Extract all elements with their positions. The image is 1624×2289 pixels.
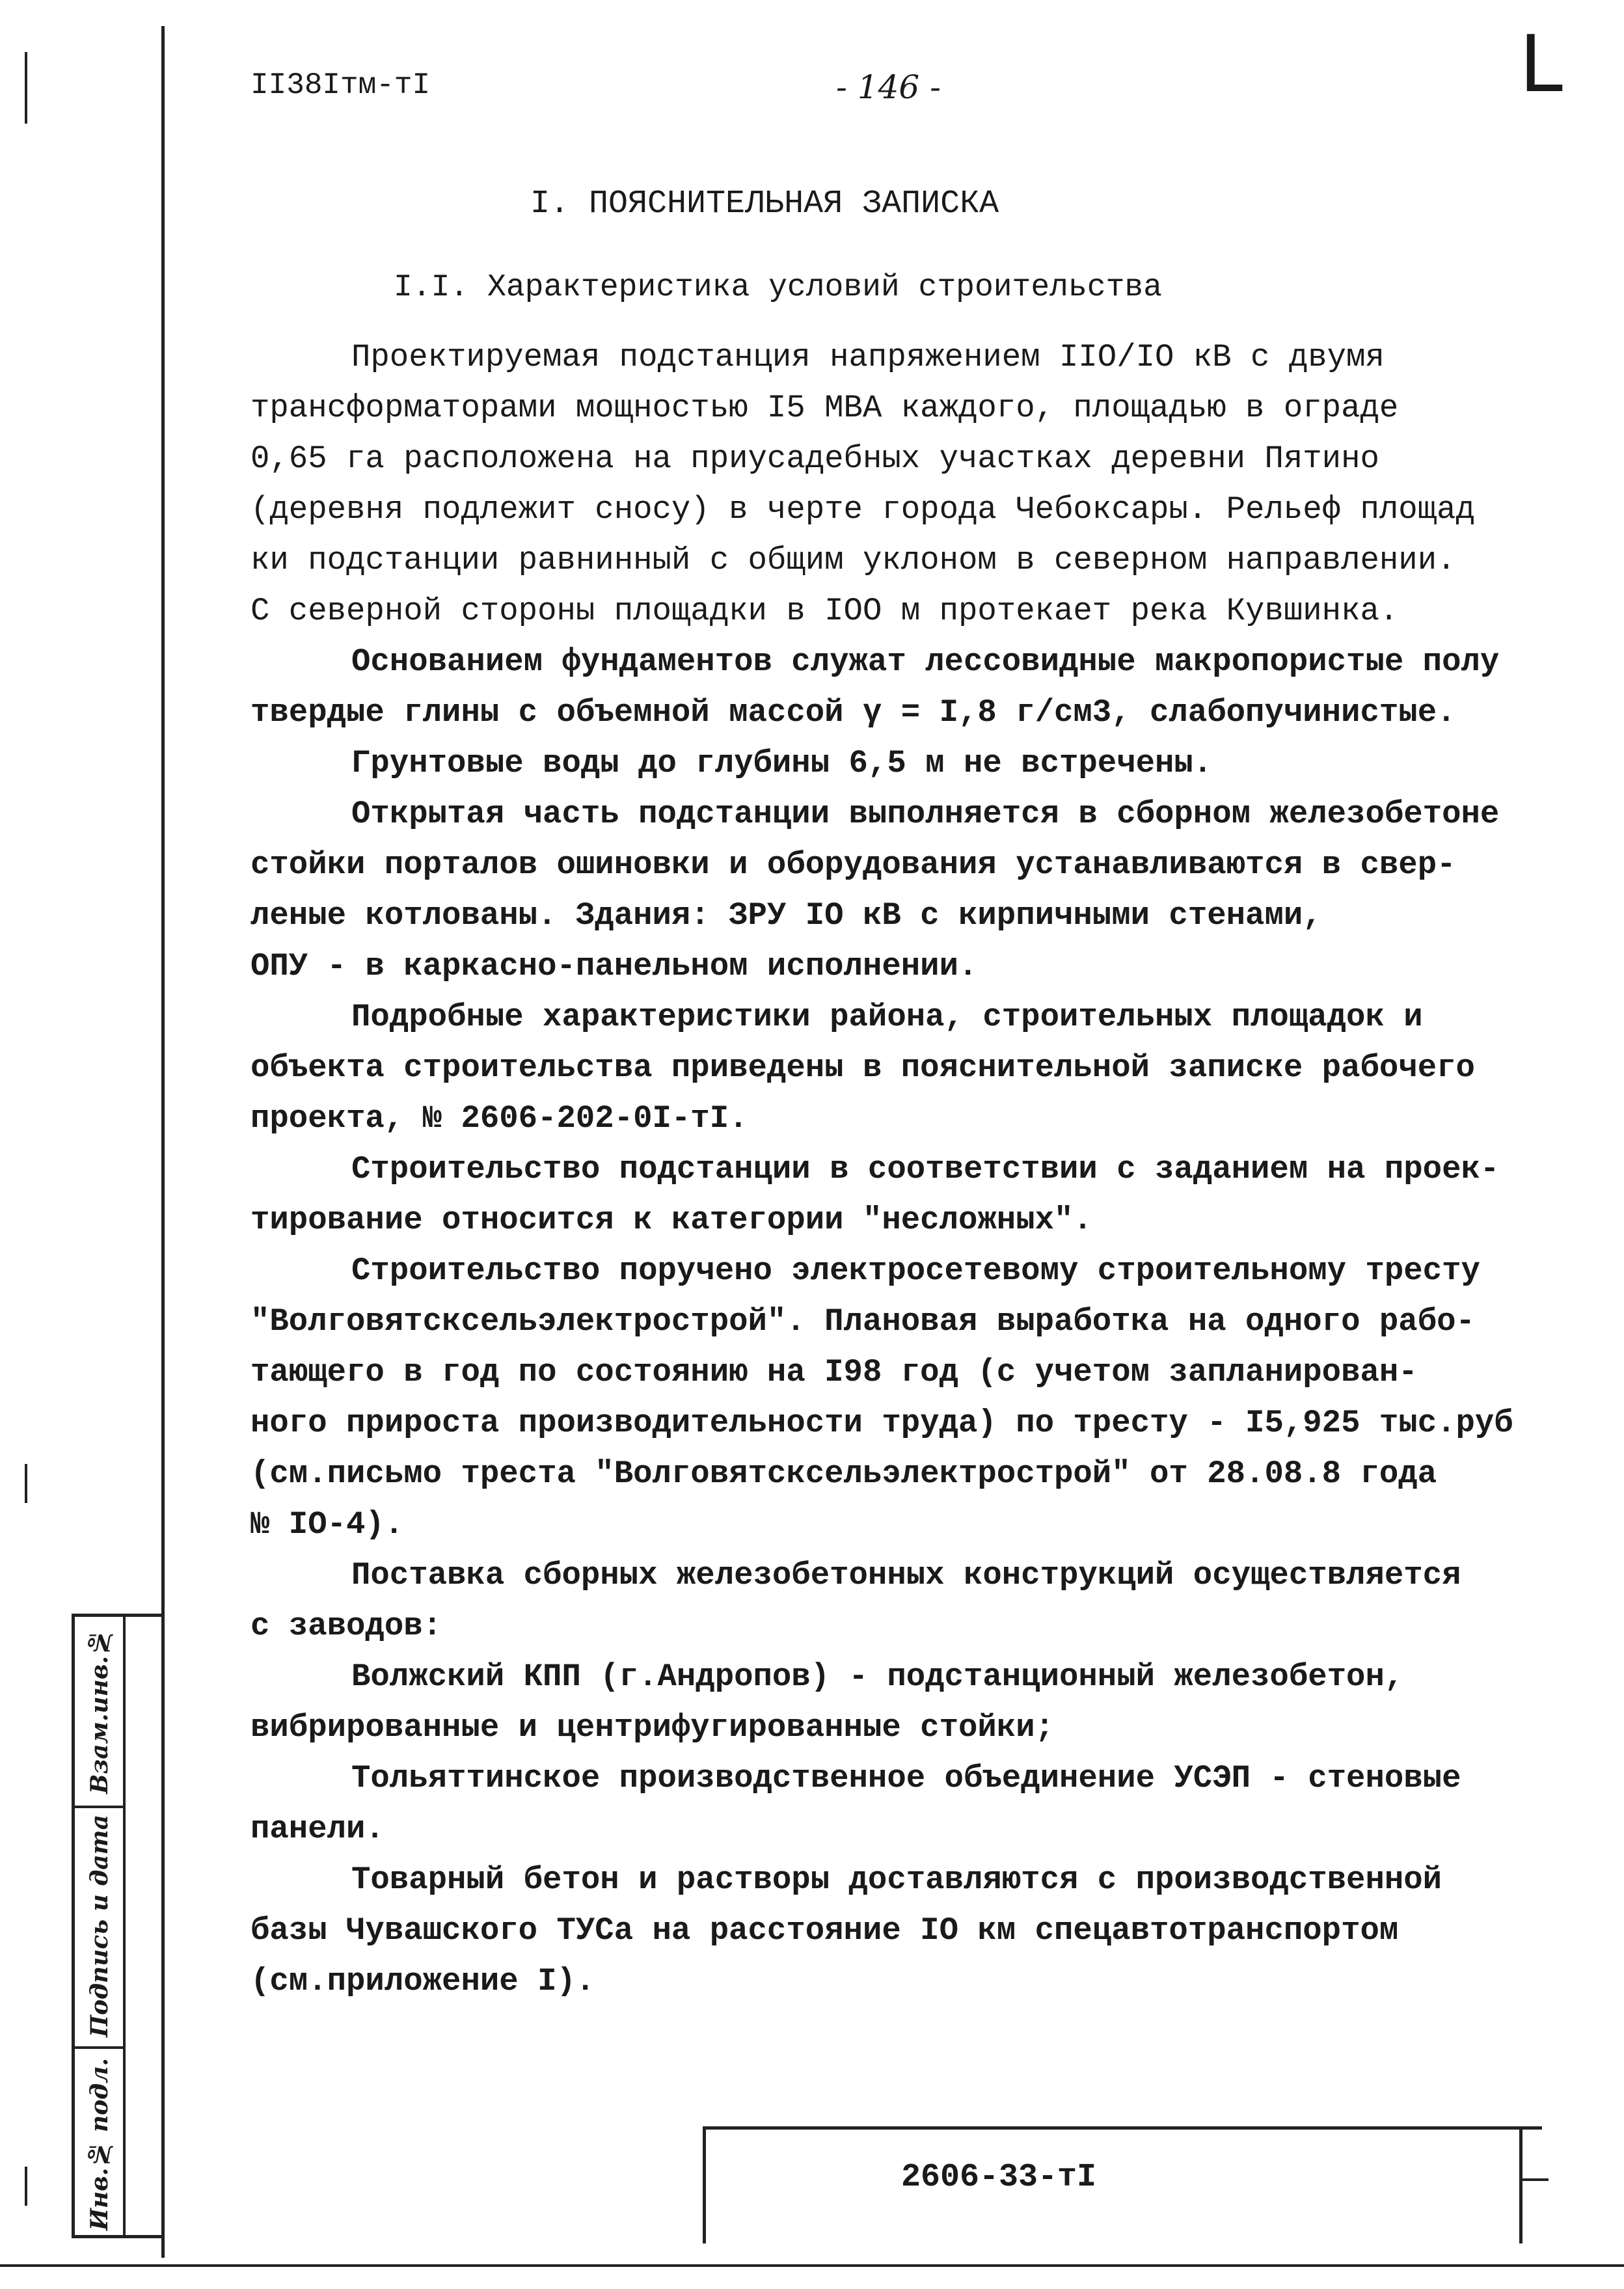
text-line: С северной стороны площадки в IOO м протекает река Кувшинка. [250,593,1399,629]
text-line: проекта, № 2606-202-0I-тI. [250,1100,748,1137]
text-line: Товарный бетон и растворы доставляются с производственной [351,1862,1442,1898]
binding-mark-top [25,52,27,124]
binding-mark-bottom [25,2167,27,2206]
text-line: Поставка сборных железобетонных конструкций осуществляется [351,1557,1461,1593]
text-line: "Волговятсксельэлектрострой". Плановая выработка на одного рабо- [250,1303,1475,1340]
text-line: Основанием фундаментов служат лессовидные макропористые полу [351,643,1500,680]
text-line: Волжский КПП (г.Андропов) - подстанционный железобетон, [351,1659,1404,1695]
binding-mark-middle [25,1464,27,1503]
body-text [250,332,1565,2007]
text-line: трансформаторами мощностью I5 МВА каждого, площадью в ограде [250,390,1399,426]
text-line: № IO-4). [250,1506,404,1543]
text-line: панели. [250,1811,385,1847]
text-line: ки подстанции равнинный с общим уклоном в северном направлении. [250,542,1456,578]
text-line: базы Чувашского ТУСа на расстояние IO км спецавтотранспортом [250,1912,1399,1949]
page-number: - 146 - [836,68,941,106]
corner-mark: L [1519,20,1563,110]
margin-border-line [161,26,165,2258]
stamp-label-signature: Подпись и дата [86,1814,113,2038]
text-line: Проектируемая подстанция напряжением IIO/IO кВ с двумя [351,339,1385,375]
text-line: Строительство подстанции в соответствии с заданием на проек- [351,1151,1500,1187]
text-line: стойки порталов ошиновки и оборудования устанавливаются в свер- [250,847,1456,883]
text-line: ного прироста производительности труда) по тресту - I5,925 тыс.руб [250,1405,1513,1441]
text-line: твердые глины с объемной массой γ = I,8 г/см3, слабопучинистые. [250,694,1456,731]
section-heading: I. ПОЯСНИТЕЛЬНАЯ ЗАПИСКА [530,185,999,223]
stamp-column [72,1614,161,2238]
stamp-separator [75,1806,126,1808]
text-line: (см.письмо треста "Волговятсксельэлектрострой" от 28.08.8 года [250,1456,1437,1492]
text-line: Строительство поручено электросетевому строительному тресту [351,1253,1480,1289]
text-line: Грунтовые воды до глубины 6,5 м не встречены. [351,745,1213,781]
text-line: с заводов: [250,1608,442,1644]
text-line: (деревня подлежит сносу) в черте города Чебоксары. Рельеф площад [250,491,1475,528]
text-line: тающего в год по состоянию на I98 год (с учетом запланирован- [250,1354,1418,1390]
stamp-label-inventory: Инв.№ подл. [86,2057,113,2230]
text-line: тирование относится к категории "несложных". [250,1202,1092,1238]
stamp-divider [123,1617,126,2235]
text-line: объекта строительства приведены в пояснительной записке рабочего [250,1050,1475,1086]
text-line: Открытая часть подстанции выполняется в сборном железобетоне [351,796,1500,832]
page-bottom-line [0,2264,1624,2267]
text-line: Подробные характеристики района, строительных площадок и [351,999,1423,1035]
text-line: леные котлованы. Здания: ЗРУ IO кВ с кирпичными стенами, [250,897,1322,934]
title-block-tick [1522,2178,1549,2181]
text-line: вибрированные и центрифугированные стойки; [250,1709,1055,1746]
text-line: ОПУ - в каркасно-панельном исполнении. [250,948,978,984]
stamp-label-replacement: Взам.инв.№ [86,1628,113,1795]
text-line: Тольяттинское производственное объединение УСЭП - стеновые [351,1760,1461,1796]
text-line: (см.приложение I). [250,1963,595,1999]
title-block-code: 2606-33-тI [901,2159,1097,2196]
document-code: II38Iтм-тI [250,68,431,102]
title-block-divider [1519,2130,1522,2243]
subsection-heading: I.I. Характеристика условий строительства [394,270,1162,305]
stamp-separator [75,2046,126,2049]
title-block [703,2126,1542,2243]
text-line: 0,65 га расположена на приусадебных участках деревни Пятино [250,440,1379,477]
